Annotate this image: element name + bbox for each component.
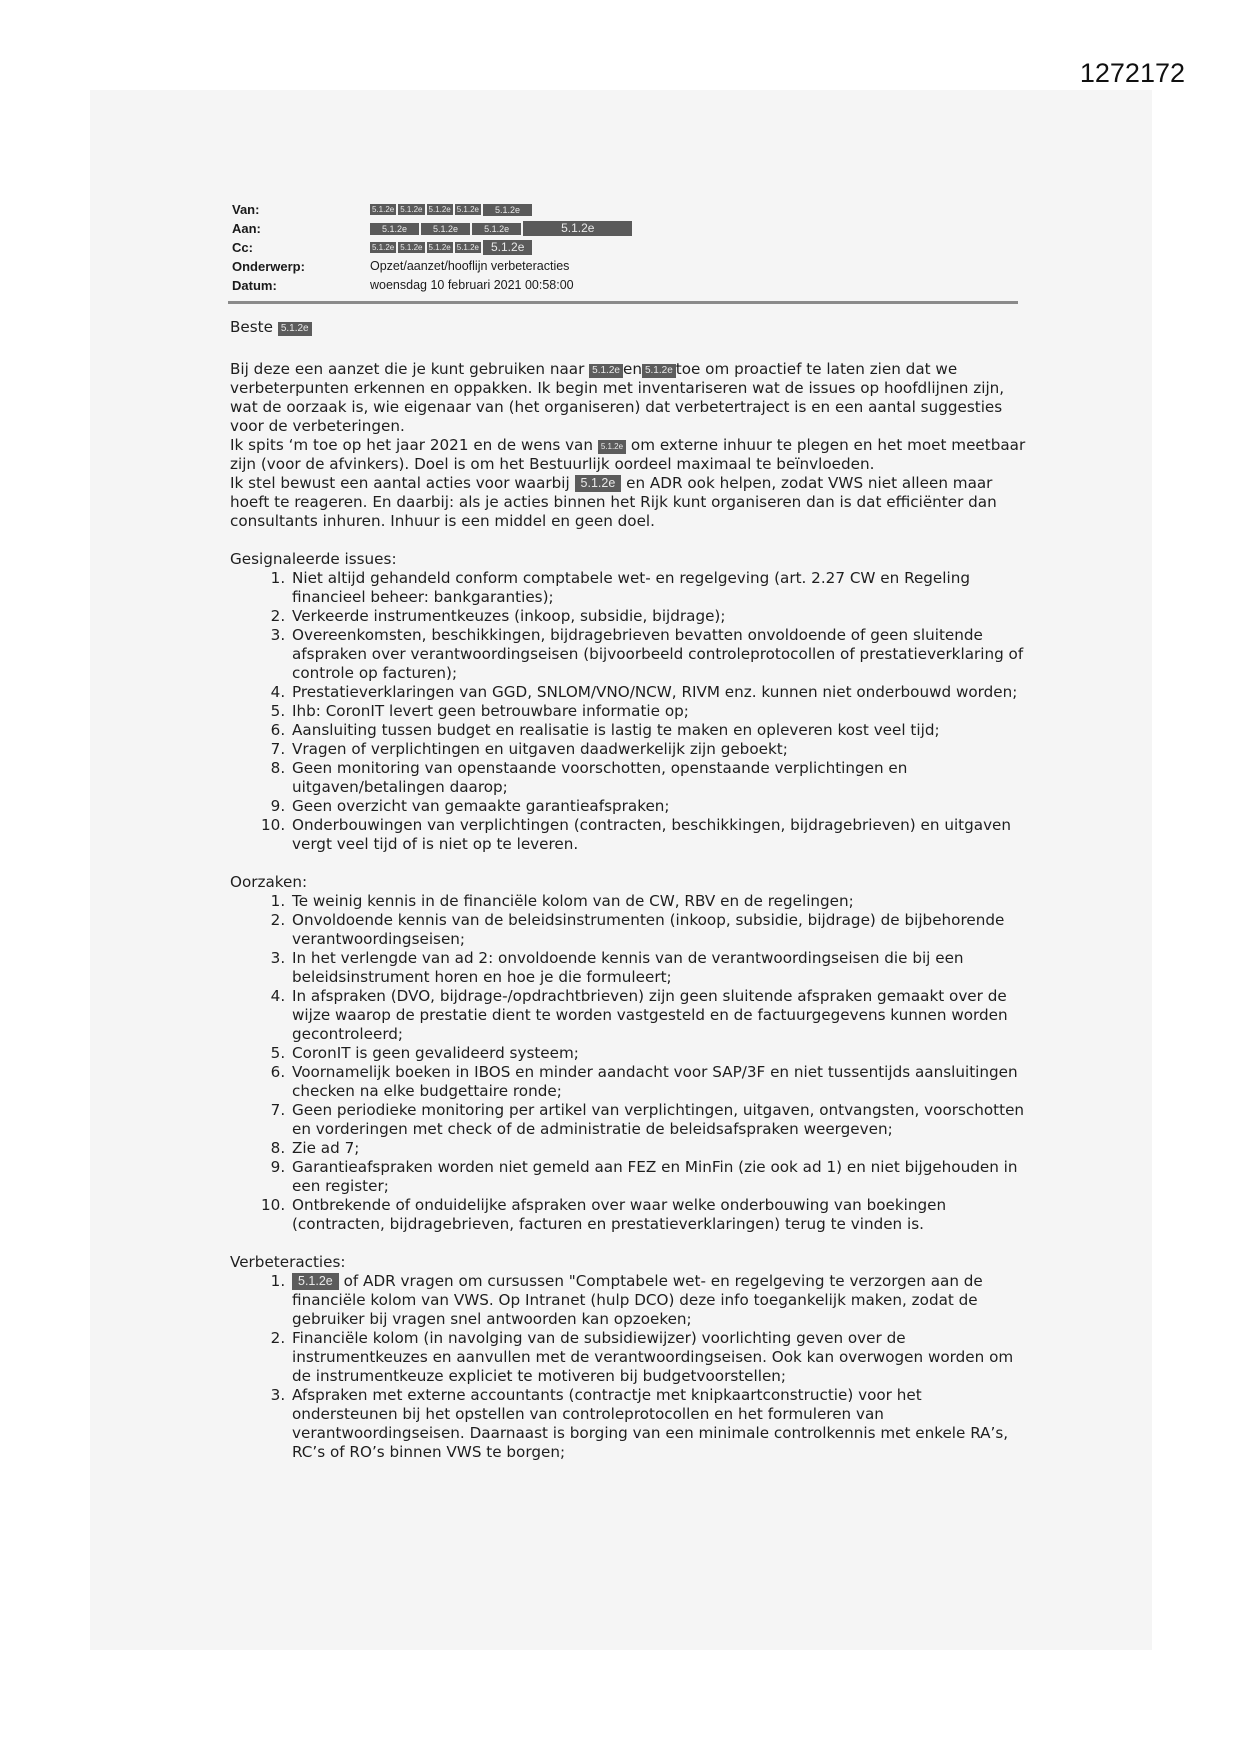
redaction-box: 5.1.2e (370, 223, 419, 235)
intro-text: Ik spits ‘m toe op het jaar 2021 en de wens van (230, 436, 593, 454)
redaction-box: 5.1.2e (428, 205, 451, 215)
list-item: 2. Verkeerde instrumentkeuzes (inkoop, subsidie, bijdrage); (290, 607, 1030, 626)
list-item: 4. In afspraken (DVO, bijdrage-/opdrachtbrieven) zijn geen sluitende afspraken gemaakt over de wijze waarop de prestatie dient te worden vastgesteld en de factuurgegevens kunnen worden gecontroleerd; (290, 987, 1030, 1044)
list-item: 3. Overeenkomsten, beschikkingen, bijdragebrieven bevatten onvoldoende of geen sluitende afspraken over verantwoordingseisen (bijvoorbeeld controleprotocollen of prestatieverklaring of controle op facturen); (290, 626, 1030, 683)
list-item: 8. Geen monitoring van openstaande voorschotten, openstaande verplichtingen en uitgaven/betalingen daarop; (290, 759, 1030, 797)
intro-paragraph-1 (230, 360, 1030, 436)
van-value (370, 202, 534, 216)
aan-value (370, 221, 634, 236)
intro-text: toe om proactief te laten zien dat we verbeterpunten erkennen en oppakken. Ik begin met inventariseren wat de issues op hoofdlijnen zijn, wat de oorzaak is, wie eigenaar van (het organiseren) dat verbetertraject is en een aantal suggesties voor de verbeteringen. (230, 360, 1005, 435)
redaction-box: 5.1.2e (400, 243, 423, 253)
email-body (230, 318, 1030, 1462)
redaction-box: 5.1.2e (589, 364, 623, 378)
list-item: 6. Voornamelijk boeken in IBOS en minder aandacht voor SAP/3F en niet tussentijds aansluitingen checken na elke budgettaire ronde; (290, 1063, 1030, 1101)
list-item: 1. Te weinig kennis in de financiële kolom van de CW, RBV en de regelingen; (290, 892, 1030, 911)
list-item: 4. Prestatieverklaringen van GGD, SNLOM/VNO/NCW, RIVM enz. kunnen niet onderbouwd worden; (290, 683, 1030, 702)
onderwerp-label: Onderwerp: (232, 259, 305, 274)
list-item: 8. Zie ad 7; (290, 1139, 1030, 1158)
redaction-box: 5.1.2e (421, 223, 470, 235)
intro-text: en (622, 360, 642, 378)
document-number: 1272172 (1079, 58, 1185, 88)
action-text: of ADR vragen om cursussen "Comptabele wet- en regelgeving te verzorgen aan de financiële kolom van VWS. Op Intranet (hulp DCO) deze info toegankelijk maken, zodat de gebruiker bij vragen snel antwoorden kan opzoeken; (292, 1272, 983, 1328)
redaction-box: 5.1.2e (456, 243, 479, 253)
redaction-box: 5.1.2e (523, 221, 632, 236)
list-item: 7. Vragen of verplichtingen en uitgaven daadwerkelijk zijn geboekt; (290, 740, 1030, 759)
redaction-box: 5.1.2e (292, 1273, 339, 1290)
list-item: 3. In het verlengde van ad 2: onvoldoende kennis van de verantwoordingseisen die bij een beleidsinstrument horen en hoe je die formuleert; (290, 949, 1030, 987)
redaction-box: 5.1.2e (372, 243, 395, 253)
salutation-text: Beste (230, 318, 273, 336)
redaction-box: 5.1.2e (483, 204, 532, 216)
list-item: 7. Geen periodieke monitoring per artikel van verplichtingen, uitgaven, ontvangsten, voorschotten en vorderingen met check of de administratie de beleidsafspraken weergeven; (290, 1101, 1030, 1139)
list-item: 10. Onderbouwingen van verplichtingen (contracten, beschikkingen, bijdragebrieven) en uitgaven vergt veel tijd of is niet op te leveren. (290, 816, 1030, 854)
redaction-box: 5.1.2e (598, 440, 626, 454)
van-label: Van: (232, 202, 260, 217)
intro-text: om externe inhuur te plegen en het moet meetbaar zijn (voor de afvinkers). Doel is om het Bestuurlijk oordeel maximaal te beïnvloeden. (230, 436, 1026, 473)
causes-list (230, 892, 1030, 1234)
datum-label: Datum: (232, 278, 277, 293)
list-item (290, 1272, 1030, 1329)
list-item: 5. Ihb: CoronIT levert geen betrouwbare informatie op; (290, 702, 1030, 721)
salutation (230, 318, 1030, 337)
list-item: 10. Ontbrekende of onduidelijke afspraken over waar welke onderbouwing van boekingen (contracten, bijdragebrieven, facturen en prestatieverklaringen) terug te vinden is. (290, 1196, 1030, 1234)
causes-heading: Oorzaken: (230, 873, 308, 891)
list-item: 5. CoronIT is geen gevalideerd systeem; (290, 1044, 1030, 1063)
redaction-box: 5.1.2e (278, 322, 312, 336)
intro-paragraph-2 (230, 436, 1030, 474)
issues-heading: Gesignaleerde issues: (230, 550, 397, 568)
redaction-box: 5.1.2e (456, 205, 479, 215)
aan-label: Aan: (232, 221, 261, 236)
intro-text: en ADR ook helpen, zodat VWS niet alleen maar hoeft te reageren. En daarbij: als je acties binnen het Rijk kunt organiseren dan is dat efficiënter dan consultants inhuren. Inhuur is een middel en geen doel. (230, 474, 997, 530)
actions-heading: Verbeteracties: (230, 1253, 346, 1271)
list-item: 3. Afspraken met externe accountants (contractje met knipkaartconstructie) voor het ondersteunen bij het opstellen van controleprotocollen en het formuleren van verantwoordingseisen. Daarnaast is borging van een minimale controlkennis met enkele RA’s, RC’s of RO’s binnen VWS te borgen; (290, 1386, 1030, 1462)
intro-text: Ik stel bewust een aantal acties voor waarbij (230, 474, 570, 492)
cc-value (370, 240, 534, 255)
onderwerp-value: Opzet/aanzet/hooflijn verbeteracties (370, 259, 570, 273)
header-divider (228, 301, 1018, 304)
redaction-box: 5.1.2e (575, 475, 622, 492)
list-item: 9. Geen overzicht van gemaakte garantieafspraken; (290, 797, 1030, 816)
redaction-box: 5.1.2e (400, 205, 423, 215)
datum-value: woensdag 10 februari 2021 00:58:00 (370, 278, 574, 292)
list-item: 2. Financiële kolom (in navolging van de subsidiewijzer) voorlichting geven over de instrumentkeuzes en aanvullen met de verantwoordingseisen. Ook kan overwogen worden om de instrumentkeuze expliciet te motiveren bij budgetvoorstellen; (290, 1329, 1030, 1386)
redaction-box: 5.1.2e (642, 364, 676, 378)
list-item: 9. Garantieafspraken worden niet gemeld aan FEZ en MinFin (zie ook ad 1) en niet bijgehouden in een register; (290, 1158, 1030, 1196)
list-item: 2. Onvoldoende kennis van de beleidsinstrumenten (inkoop, subsidie, bijdrage) de bijbehorende verantwoordingseisen; (290, 911, 1030, 949)
intro-text: Bij deze een aanzet die je kunt gebruiken naar (230, 360, 585, 378)
redaction-box: 5.1.2e (428, 243, 451, 253)
actions-list (230, 1272, 1030, 1462)
redaction-box: 5.1.2e (472, 223, 521, 235)
redaction-box: 5.1.2e (372, 205, 395, 215)
list-item: 6. Aansluiting tussen budget en realisatie is lastig te maken en opleveren kost veel tijd; (290, 721, 1030, 740)
cc-label: Cc: (232, 240, 253, 255)
intro-paragraph-3 (230, 474, 1030, 531)
list-item: 1. Niet altijd gehandeld conform comptabele wet- en regelgeving (art. 2.27 CW en Regeling financieel beheer: bankgaranties); (290, 569, 1030, 607)
redaction-box: 5.1.2e (483, 240, 532, 255)
issues-list (230, 569, 1030, 854)
